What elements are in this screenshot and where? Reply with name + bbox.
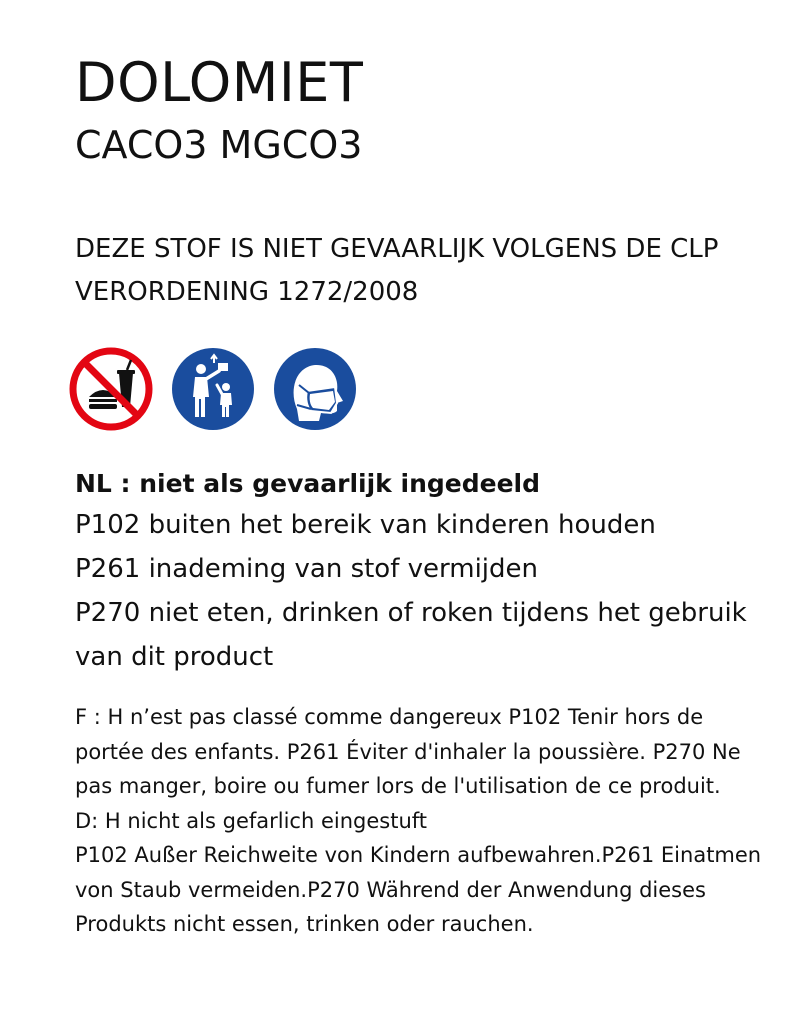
product-name: DOLOMIET bbox=[75, 51, 364, 114]
clp-notice: DEZE STOF IS NIET GEVAARLIJK VOLGENS DE CLP VERORDENING 1272/2008 bbox=[75, 234, 719, 307]
nl-heading: NL : niet als gevaarlijk ingedeeld bbox=[75, 469, 541, 498]
nl-statement-p261: P261 inademing van stof vermijden bbox=[75, 554, 538, 584]
product-header bbox=[75, 52, 775, 168]
keep-away-from-children-icon bbox=[171, 347, 255, 431]
chemical-formula: CACO3 MGCO3 bbox=[75, 123, 363, 167]
fr-statements: F : H n’est pas classé comme dangereux P102 Tenir hors de portée des enfants. P261 Éviter d'inhaler la poussière. P270 Ne pas manger, boire ou fumer lors de l'utilisation de ce produit. bbox=[75, 705, 741, 798]
wear-dust-mask-icon bbox=[273, 347, 357, 431]
nl-statement-p270: P270 niet eten, drinken of roken tijdens het gebruik van dit product bbox=[75, 598, 747, 672]
nl-statements bbox=[75, 465, 785, 679]
de-heading: D: H nicht als gefarlich eingestuft bbox=[75, 808, 428, 833]
safety-pictograms bbox=[69, 347, 357, 431]
nl-statement-p102: P102 buiten het bereik van kinderen houden bbox=[75, 510, 656, 540]
de-statements: P102 Außer Reichweite von Kindern aufbewahren.P261 Einatmen von Staub vermeiden.P270 Während der Anwendung dieses Produkts nicht essen, trinken oder rauchen. bbox=[75, 843, 762, 936]
fr-de-statements bbox=[75, 700, 765, 942]
no-eating-drinking-icon bbox=[69, 347, 153, 431]
